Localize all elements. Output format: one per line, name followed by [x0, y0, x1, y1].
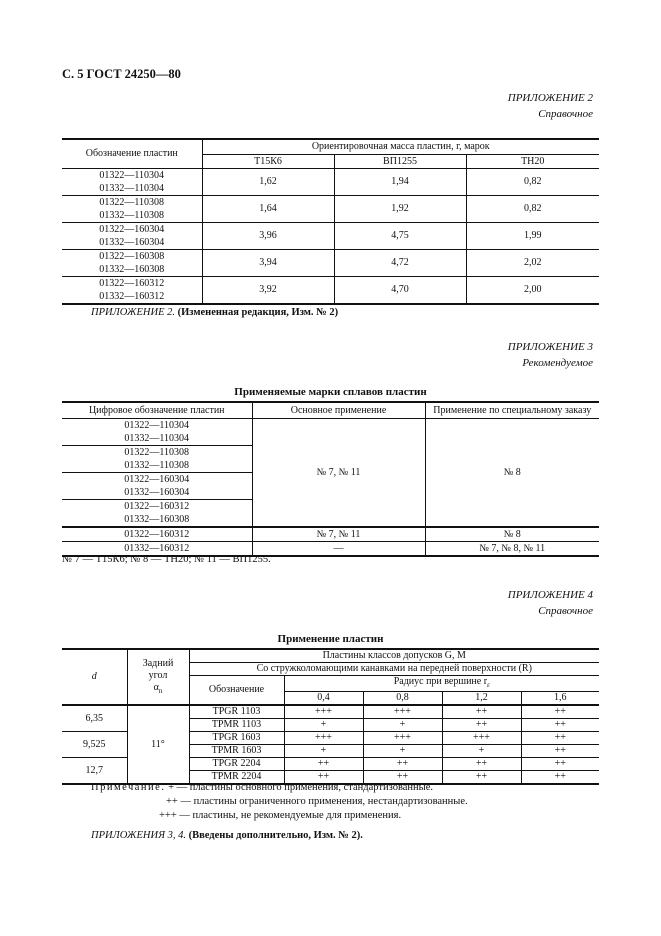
- usage-note-1: Примечание. + — пластины основного применения, стандартизованные.: [91, 782, 434, 793]
- mass-value: 1,62: [202, 168, 334, 195]
- radius-0-4: 0,4: [284, 692, 363, 706]
- table-row: TPMR 2204 ++ ++ ++ ++: [62, 771, 599, 785]
- table-row: 12,7 TPGR 2204 ++ ++ ++ ++: [62, 758, 599, 771]
- radius-1-6: 1,6: [521, 692, 599, 706]
- mass-value: 0,82: [466, 168, 599, 195]
- mass-value: 1,99: [466, 222, 599, 249]
- col-header-t15k6: Т15К6: [202, 154, 334, 168]
- col-plate-header: Обозначение пластин: [62, 139, 202, 168]
- mass-value: 3,92: [202, 276, 334, 304]
- table-row: [62, 222, 599, 249]
- alloys-table-title: Применяемые марки сплавов пластин: [234, 386, 427, 398]
- appendix3-status: Рекомендуемое: [522, 357, 593, 369]
- mass-value: 1,92: [334, 195, 466, 222]
- col-digital-designation: Цифровое обозначение пластин: [62, 402, 252, 418]
- mass-value: 4,75: [334, 222, 466, 249]
- table-row: [62, 418, 599, 527]
- col-header-tn20: ТН20: [466, 154, 599, 168]
- table-row: TPMR 1603 + + + ++: [62, 745, 599, 758]
- appendix4-label: ПРИЛОЖЕНИЕ 4: [507, 589, 593, 601]
- group-special-order: № 8: [425, 418, 599, 527]
- usage-table: [62, 648, 599, 785]
- plate-codes: 01322—110308 01332—110308: [62, 195, 202, 222]
- usage-table-title: Применение пластин: [277, 633, 384, 645]
- mass-value: 1,94: [334, 168, 466, 195]
- col-tolerance-classes: Пластины классов допусков G, M: [189, 649, 599, 663]
- col-clearance-angle: Задний угол $\alpha_n$: [127, 649, 189, 705]
- mass-value: 0,82: [466, 195, 599, 222]
- mass-value: 1,64: [202, 195, 334, 222]
- table-row: 9,525 TPGR 1603 +++ +++ +++ ++: [62, 732, 599, 745]
- code-pair: 01322—160312 01332—160308: [124, 500, 190, 525]
- alloy-legend: № 7 — Т15К6; № 8 — ТН20; № 11 — ВП1255.: [62, 554, 271, 565]
- code-pair: 01322—110304 01332—110304: [62, 419, 252, 446]
- mass-value: 2,00: [466, 276, 599, 304]
- radius-1-2: 1,2: [442, 692, 521, 706]
- d-value: 9,525: [62, 732, 127, 758]
- angle-value: 11°: [127, 705, 189, 784]
- table-row: [62, 168, 599, 195]
- table-row: 01322—160312 № 7, № 11 № 8: [62, 527, 599, 542]
- appendix4-heading: [508, 587, 593, 619]
- col-header-vp1255: ВП1255: [334, 154, 466, 168]
- table-row: [62, 195, 599, 222]
- plate-codes: 01322—110304 01332—110304: [62, 168, 202, 195]
- col-mass-group-header: Ориентировочная масса пластин, г, марок: [202, 139, 599, 154]
- plate-codes: 01322—160308 01332—160308: [62, 249, 202, 276]
- appendix3-heading: [508, 339, 593, 371]
- alloys-table: [62, 401, 599, 557]
- col-corner-radius: Радиус при вершине $r_\varepsilon$: [284, 676, 599, 692]
- usage-note-2: ++ — пластины ограниченного применения, нестандартизованные.: [166, 796, 468, 807]
- appendix3-label: ПРИЛОЖЕНИЕ 3: [507, 341, 593, 353]
- appendix2-heading: [508, 90, 593, 122]
- group-main-application: № 7, № 11: [252, 418, 425, 527]
- col-main-application: Основное применение: [252, 402, 425, 418]
- plate-codes: 01322—160304 01332—160304: [62, 222, 202, 249]
- appendix34-footer-note: ПРИЛОЖЕНИЯ 3, 4. (Введены дополнительно, Изм. № 2).: [91, 830, 363, 841]
- col-d: d: [62, 649, 127, 705]
- appendix4-status: Справочное: [538, 605, 593, 617]
- mass-value: 3,96: [202, 222, 334, 249]
- table-row: 6,35 11° TPGR 1103 +++ +++ ++ ++: [62, 705, 599, 719]
- mass-value: 2,02: [466, 249, 599, 276]
- mass-value: 4,70: [334, 276, 466, 304]
- col-designation: Обозначение: [189, 676, 284, 706]
- plate-codes: 01322—160312 01332—160312: [62, 276, 202, 304]
- table-row: 01332—160312 — № 7, № 8, № 11: [62, 541, 599, 556]
- appendix2-change-note: ПРИЛОЖЕНИЕ 2. (Измененная редакция, Изм. № 2): [91, 307, 339, 318]
- table-row: [62, 276, 599, 304]
- mass-value: 4,72: [334, 249, 466, 276]
- page-header: С. 5 ГОСТ 24250—80: [62, 67, 181, 81]
- mass-value: 3,94: [202, 249, 334, 276]
- mass-table: [62, 138, 599, 305]
- d-value: 12,7: [62, 758, 127, 785]
- col-special-order: Применение по специальному заказу: [425, 402, 599, 418]
- code-pair: 01322—160304 01332—160304: [62, 473, 252, 500]
- table-row: TPMR 1103 + + ++ ++: [62, 719, 599, 732]
- appendix2-status: Справочное: [538, 108, 593, 120]
- note-label: Примечание.: [91, 782, 166, 793]
- table-row: [62, 249, 599, 276]
- d-value: 6,35: [62, 705, 127, 732]
- radius-0-8: 0,8: [363, 692, 442, 706]
- code-pair: 01322—110308 01332—110308: [62, 446, 252, 473]
- appendix2-label: ПРИЛОЖЕНИЕ 2: [507, 92, 593, 104]
- col-chip-grooves: Со стружколомающими канавками на передней поверхности (R): [189, 663, 599, 676]
- usage-note-3: +++ — пластины, не рекомендуемые для применения.: [159, 810, 402, 821]
